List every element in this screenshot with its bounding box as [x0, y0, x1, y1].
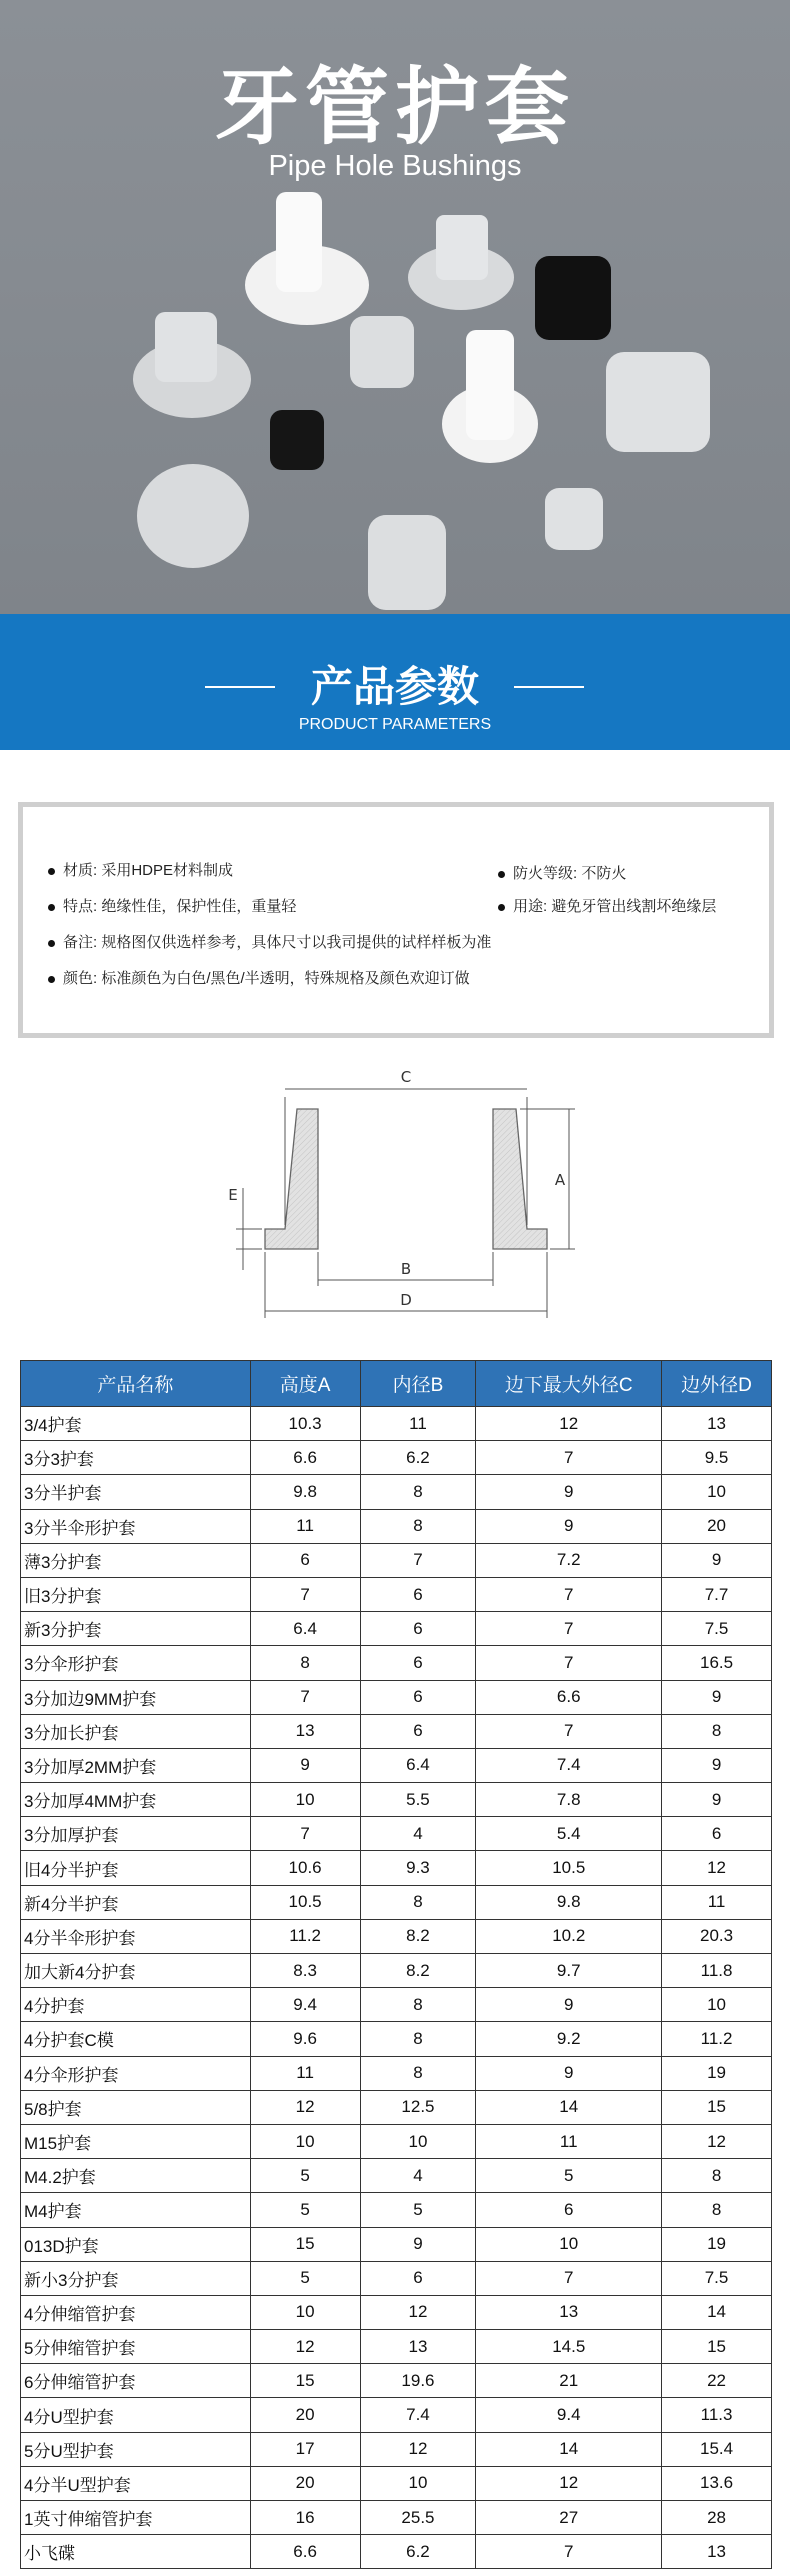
product-name-cell: 1英寸伸缩管护套 [21, 2501, 251, 2535]
table-row [21, 1543, 772, 1577]
table-row [21, 2330, 772, 2364]
table-row [21, 1851, 772, 1885]
value-cell: 9.4 [250, 1988, 360, 2022]
value-cell: 17 [250, 2432, 360, 2466]
value-cell: 9.4 [476, 2398, 662, 2432]
value-cell: 8 [360, 1885, 476, 1919]
value-cell: 9.5 [662, 1441, 772, 1475]
product-name-cell: 4分伞形护套 [21, 2056, 251, 2090]
value-cell: 7.7 [662, 1577, 772, 1611]
value-cell: 10.5 [476, 1851, 662, 1885]
value-cell: 19 [662, 2056, 772, 2090]
value-cell: 12 [360, 2295, 476, 2329]
table-row [21, 2466, 772, 2500]
product-name-cell: 3分半伞形护套 [21, 1509, 251, 1543]
value-cell: 7.4 [476, 1748, 662, 1782]
value-cell: 28 [662, 2501, 772, 2535]
value-cell: 9.3 [360, 1851, 476, 1885]
value-cell: 10 [250, 2295, 360, 2329]
value-cell: 11 [476, 2124, 662, 2158]
value-cell: 19 [662, 2227, 772, 2261]
value-cell: 9 [662, 1543, 772, 1577]
value-cell: 9 [662, 1748, 772, 1782]
product-name-cell: 新小3分护套 [21, 2261, 251, 2295]
table-row [21, 2295, 772, 2329]
table-header-row [21, 1361, 772, 1407]
value-cell: 20.3 [662, 1919, 772, 1953]
value-cell: 27 [476, 2501, 662, 2535]
table-row [21, 2159, 772, 2193]
value-cell: 12 [476, 1407, 662, 1441]
value-cell: 14.5 [476, 2330, 662, 2364]
product-name-cell: 5分U型护套 [21, 2432, 251, 2466]
value-cell: 8 [360, 2056, 476, 2090]
value-cell: 12 [250, 2090, 360, 2124]
value-cell: 8 [662, 1714, 772, 1748]
value-cell: 7 [476, 2261, 662, 2295]
value-cell: 10 [662, 1475, 772, 1509]
value-cell: 12 [476, 2466, 662, 2500]
value-cell: 9 [360, 2227, 476, 2261]
product-name-cell: M4.2护套 [21, 2159, 251, 2193]
value-cell: 12 [360, 2432, 476, 2466]
value-cell: 8 [662, 2193, 772, 2227]
table-row [21, 2535, 772, 2569]
table-row [21, 2501, 772, 2535]
value-cell: 8.2 [360, 1919, 476, 1953]
product-name-cell: 旧3分护套 [21, 1577, 251, 1611]
value-cell: 15 [250, 2364, 360, 2398]
value-cell: 13 [662, 1407, 772, 1441]
value-cell: 6.6 [476, 1680, 662, 1714]
value-cell: 7 [250, 1817, 360, 1851]
value-cell: 25.5 [360, 2501, 476, 2535]
value-cell: 11.8 [662, 1954, 772, 1988]
table-row [21, 1475, 772, 1509]
product-name-cell: 4分护套 [21, 1988, 251, 2022]
table-row [21, 2193, 772, 2227]
wall-left [265, 1109, 318, 1249]
value-cell: 11 [250, 2056, 360, 2090]
value-cell: 6 [360, 1714, 476, 1748]
value-cell: 7.5 [662, 2261, 772, 2295]
value-cell: 6.4 [360, 1748, 476, 1782]
value-cell: 10.5 [250, 1885, 360, 1919]
value-cell: 8.3 [250, 1954, 360, 1988]
value-cell: 10.6 [250, 1851, 360, 1885]
value-cell: 8 [662, 2159, 772, 2193]
table-row [21, 2432, 772, 2466]
product-name-cell: 新3分护套 [21, 1612, 251, 1646]
spec-box [18, 802, 774, 1038]
value-cell: 13 [476, 2295, 662, 2329]
label-c: C [400, 1068, 412, 1086]
value-cell: 7 [250, 1680, 360, 1714]
value-cell: 10.3 [250, 1407, 360, 1441]
parameter-table [20, 1360, 772, 2569]
product-name-cell: 新4分半护套 [21, 1885, 251, 1919]
product-name-cell: 3分伞形护套 [21, 1646, 251, 1680]
product-name-cell: 薄3分护套 [21, 1543, 251, 1577]
table-row [21, 1919, 772, 1953]
table-row [21, 1441, 772, 1475]
page-title: 牙管护套 [214, 58, 575, 156]
value-cell: 8 [360, 1475, 476, 1509]
value-cell: 15 [662, 2330, 772, 2364]
value-cell: 6 [662, 1817, 772, 1851]
value-cell: 8 [360, 1509, 476, 1543]
product-name-cell: 4分半U型护套 [21, 2466, 251, 2500]
product-name-cell: 3分加边9MM护套 [21, 1680, 251, 1714]
value-cell: 14 [662, 2295, 772, 2329]
table-row [21, 1748, 772, 1782]
value-cell: 9 [476, 1475, 662, 1509]
value-cell: 10 [250, 2124, 360, 2158]
value-cell: 5 [250, 2261, 360, 2295]
value-cell: 14 [476, 2432, 662, 2466]
product-name-cell: 3分加厚2MM护套 [21, 1748, 251, 1782]
hero-banner [0, 0, 790, 614]
value-cell: 6.6 [250, 1441, 360, 1475]
table-row [21, 1988, 772, 2022]
table-row [21, 1407, 772, 1441]
value-cell: 15.4 [662, 2432, 772, 2466]
product-name-cell: 小飞碟 [21, 2535, 251, 2569]
value-cell: 10 [360, 2466, 476, 2500]
product-name-cell: M4护套 [21, 2193, 251, 2227]
value-cell: 12 [250, 2330, 360, 2364]
table-row [21, 2022, 772, 2056]
value-cell: 10 [662, 1988, 772, 2022]
value-cell: 9.2 [476, 2022, 662, 2056]
column-header: 高度A [250, 1361, 360, 1407]
value-cell: 7.2 [476, 1543, 662, 1577]
value-cell: 7 [476, 1441, 662, 1475]
value-cell: 11.3 [662, 2398, 772, 2432]
table-row [21, 1612, 772, 1646]
section-subtitle: PRODUCT PARAMETERS [298, 716, 492, 733]
divider [514, 686, 584, 688]
table-row [21, 1783, 772, 1817]
table-row [21, 2261, 772, 2295]
value-cell: 10 [476, 2227, 662, 2261]
value-cell: 6.2 [360, 1441, 476, 1475]
value-cell: 12 [662, 1851, 772, 1885]
table-row [21, 1680, 772, 1714]
page-subtitle: Pipe Hole Bushings [268, 150, 522, 182]
value-cell: 15 [250, 2227, 360, 2261]
label-e: E [228, 1186, 238, 1204]
table-row [21, 2056, 772, 2090]
value-cell: 10 [360, 2124, 476, 2158]
table-row [21, 1577, 772, 1611]
product-name-cell: 3/4护套 [21, 1407, 251, 1441]
value-cell: 6 [360, 1680, 476, 1714]
product-name-cell: 4分护套C模 [21, 2022, 251, 2056]
value-cell: 6.2 [360, 2535, 476, 2569]
value-cell: 20 [250, 2466, 360, 2500]
dimension-diagram [0, 1060, 790, 1330]
value-cell: 9 [662, 1783, 772, 1817]
column-header: 边外径D [662, 1361, 772, 1407]
product-name-cell: 旧4分半护套 [21, 1851, 251, 1885]
spec-usage: 用途: 避免牙管出线割坏绝缘层 [498, 895, 716, 916]
value-cell: 10 [250, 1783, 360, 1817]
value-cell: 11.2 [250, 1919, 360, 1953]
value-cell: 8 [360, 2022, 476, 2056]
value-cell: 11 [250, 1509, 360, 1543]
product-name-cell: 3分加厚护套 [21, 1817, 251, 1851]
product-name-cell: 加大新4分护套 [21, 1954, 251, 1988]
value-cell: 5 [250, 2193, 360, 2227]
value-cell: 13 [662, 2535, 772, 2569]
section-header [0, 614, 790, 750]
value-cell: 7 [476, 1612, 662, 1646]
value-cell: 4 [360, 1817, 476, 1851]
value-cell: 7 [360, 1543, 476, 1577]
value-cell: 14 [476, 2090, 662, 2124]
product-name-cell: 6分伸缩管护套 [21, 2364, 251, 2398]
value-cell: 7.8 [476, 1783, 662, 1817]
value-cell: 13 [360, 2330, 476, 2364]
spec-features: 特点: 绝缘性佳，保护性佳，重量轻 [48, 895, 296, 916]
product-name-cell: 5/8护套 [21, 2090, 251, 2124]
value-cell: 6 [476, 2193, 662, 2227]
column-header: 内径B [360, 1361, 476, 1407]
product-name-cell: 4分半伞形护套 [21, 1919, 251, 1953]
section-title: 产品参数 [310, 662, 479, 711]
value-cell: 8 [360, 1988, 476, 2022]
value-cell: 7 [476, 1646, 662, 1680]
value-cell: 11 [662, 1885, 772, 1919]
value-cell: 6 [360, 1646, 476, 1680]
table-row [21, 2398, 772, 2432]
value-cell: 7 [476, 2535, 662, 2569]
value-cell: 13 [250, 1714, 360, 1748]
value-cell: 5.4 [476, 1817, 662, 1851]
table-row [21, 1885, 772, 1919]
table-row [21, 2090, 772, 2124]
value-cell: 7.4 [360, 2398, 476, 2432]
value-cell: 20 [662, 1509, 772, 1543]
value-cell: 13.6 [662, 2466, 772, 2500]
label-d: D [400, 1291, 412, 1309]
value-cell: 8.2 [360, 1954, 476, 1988]
value-cell: 5.5 [360, 1783, 476, 1817]
value-cell: 4 [360, 2159, 476, 2193]
value-cell: 8 [250, 1646, 360, 1680]
label-b: B [400, 1260, 412, 1278]
value-cell: 16 [250, 2501, 360, 2535]
value-cell: 9 [476, 2056, 662, 2090]
product-name-cell: 3分半护套 [21, 1475, 251, 1509]
product-name-cell: 4分伸缩管护套 [21, 2295, 251, 2329]
value-cell: 9.8 [250, 1475, 360, 1509]
value-cell: 16.5 [662, 1646, 772, 1680]
product-name-cell: 3分3护套 [21, 1441, 251, 1475]
product-name-cell: 3分加厚4MM护套 [21, 1783, 251, 1817]
label-a: A [554, 1171, 566, 1189]
value-cell: 21 [476, 2364, 662, 2398]
value-cell: 9 [476, 1988, 662, 2022]
table-row [21, 2124, 772, 2158]
value-cell: 5 [250, 2159, 360, 2193]
value-cell: 6.6 [250, 2535, 360, 2569]
value-cell: 19.6 [360, 2364, 476, 2398]
value-cell: 9 [662, 1680, 772, 1714]
value-cell: 6 [360, 1612, 476, 1646]
table-row [21, 2364, 772, 2398]
value-cell: 11 [360, 1407, 476, 1441]
value-cell: 9.6 [250, 2022, 360, 2056]
value-cell: 6 [360, 2261, 476, 2295]
spec-material: 材质: 采用HDPE材料制成 [48, 859, 233, 880]
column-header: 产品名称 [21, 1361, 251, 1407]
table-row [21, 1646, 772, 1680]
value-cell: 7.5 [662, 1612, 772, 1646]
product-name-cell: 4分U型护套 [21, 2398, 251, 2432]
table-row [21, 2227, 772, 2261]
value-cell: 9 [476, 1509, 662, 1543]
value-cell: 22 [662, 2364, 772, 2398]
value-cell: 5 [476, 2159, 662, 2193]
value-cell: 9.8 [476, 1885, 662, 1919]
value-cell: 7 [476, 1714, 662, 1748]
value-cell: 12 [662, 2124, 772, 2158]
value-cell: 7 [250, 1577, 360, 1611]
value-cell: 6.4 [250, 1612, 360, 1646]
table-row [21, 1817, 772, 1851]
value-cell: 7 [476, 1577, 662, 1611]
table-row [21, 1714, 772, 1748]
product-name-cell: 5分伸缩管护套 [21, 2330, 251, 2364]
value-cell: 15 [662, 2090, 772, 2124]
product-name-cell: 3分加长护套 [21, 1714, 251, 1748]
wall-right [493, 1109, 547, 1249]
value-cell: 9 [250, 1748, 360, 1782]
value-cell: 9.7 [476, 1954, 662, 1988]
value-cell: 10.2 [476, 1919, 662, 1953]
spec-fire-rating: 防火等级: 不防火 [498, 862, 626, 883]
value-cell: 5 [360, 2193, 476, 2227]
product-name-cell: 013D护套 [21, 2227, 251, 2261]
value-cell: 20 [250, 2398, 360, 2432]
value-cell: 6 [250, 1543, 360, 1577]
table-row [21, 1509, 772, 1543]
product-name-cell: M15护套 [21, 2124, 251, 2158]
spec-note: 备注: 规格图仅供选样参考，具体尺寸以我司提供的试样样板为准 [48, 931, 491, 952]
table-row [21, 1954, 772, 1988]
value-cell: 12.5 [360, 2090, 476, 2124]
column-header: 边下最大外径C [476, 1361, 662, 1407]
value-cell: 11.2 [662, 2022, 772, 2056]
value-cell: 6 [360, 1577, 476, 1611]
spec-color: 颜色: 标准颜色为白色/黑色/半透明，特殊规格及颜色欢迎订做 [48, 967, 470, 988]
